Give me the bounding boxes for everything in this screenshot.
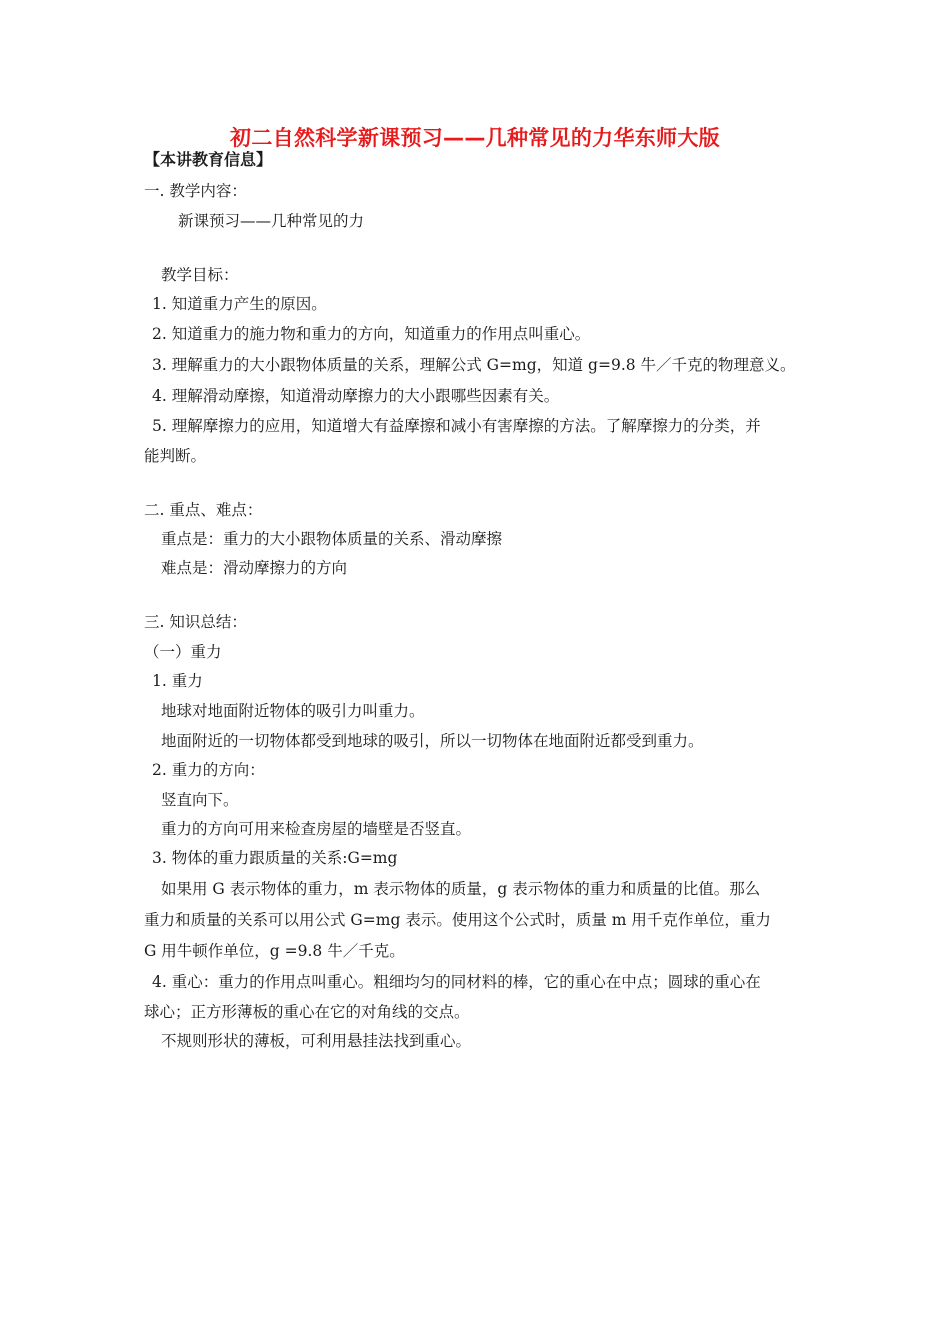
difficult-point: 难点是：滑动摩擦力的方向 <box>161 559 348 577</box>
knowledge-3-line-b: 重力和质量的关系可以用公式 G=mg 表示。使用这个公式时，质量 m 用千克作单位，重力 <box>144 911 771 929</box>
goal-3: 3. 理解重力的大小跟物体质量的关系，理解公式 G=mg，知道 g=9.8 牛／千克的物理意义。 <box>152 356 796 374</box>
goal-5-line-2: 能判断。 <box>144 447 207 465</box>
section-1-content: 新课预习——几种常见的力 <box>178 212 365 230</box>
knowledge-3-line-c: G 用牛顿作单位，g =9.8 牛／千克。 <box>144 942 405 960</box>
goal-4: 4. 理解滑动摩擦，知道滑动摩擦力的大小跟哪些因素有关。 <box>152 387 560 405</box>
section-2-heading: 二. 重点、难点： <box>144 501 263 519</box>
knowledge-1-line-b: 地面附近的一切物体都受到地球的吸引，所以一切物体在地面附近都受到重力。 <box>161 732 704 750</box>
knowledge-2: 2. 重力的方向： <box>152 761 265 779</box>
goal-1: 1. 知道重力产生的原因。 <box>152 295 327 313</box>
document-title: 初二自然科学新课预习——几种常见的力华东师大版 <box>230 126 720 150</box>
goal-5-line-1: 5. 理解摩擦力的应用，知道增大有益摩擦和减小有害摩擦的方法。了解摩擦力的分类，并 <box>152 417 761 435</box>
knowledge-1: 1. 重力 <box>152 672 203 690</box>
knowledge-3-line-a: 如果用 G 表示物体的重力，m 表示物体的质量，g 表示物体的重力和质量的比值。那么 <box>161 880 761 898</box>
goal-2: 2. 知道重力的施力物和重力的方向，知道重力的作用点叫重心。 <box>152 325 591 343</box>
knowledge-4-line-a: 4. 重心：重力的作用点叫重心。粗细均匀的同材料的棒，它的重心在中点；圆球的重心在 <box>152 973 761 991</box>
key-point: 重点是：重力的大小跟物体质量的关系、滑动摩擦 <box>161 530 503 548</box>
knowledge-4-line-b: 球心；正方形薄板的重心在它的对角线的交点。 <box>144 1003 470 1021</box>
knowledge-2-line-b: 重力的方向可用来检查房屋的墙壁是否竖直。 <box>161 820 472 838</box>
section-1-heading: 一. 教学内容： <box>144 182 247 200</box>
knowledge-1-line-a: 地球对地面附近物体的吸引力叫重力。 <box>161 702 425 720</box>
knowledge-3: 3. 物体的重力跟质量的关系:G=mg <box>152 849 398 867</box>
knowledge-4-line-c: 不规则形状的薄板，可利用悬挂法找到重心。 <box>161 1032 472 1050</box>
goals-heading: 教学目标： <box>161 266 239 284</box>
subsection-gravity: （一）重力 <box>144 643 222 661</box>
info-header: 【本讲教育信息】 <box>144 150 273 169</box>
knowledge-2-line-a: 竖直向下。 <box>161 791 239 809</box>
section-3-heading: 三. 知识总结： <box>144 613 247 631</box>
